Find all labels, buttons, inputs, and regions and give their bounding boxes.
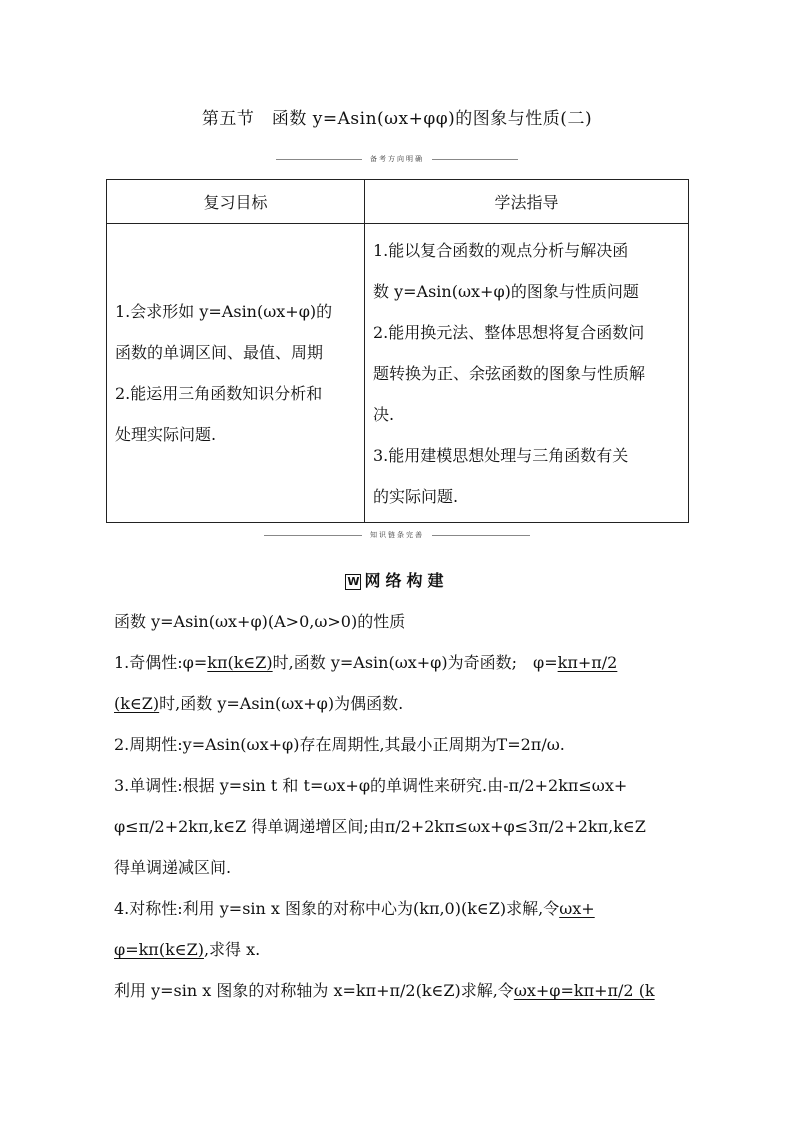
underlined-answer: kπ(k∈Z) xyxy=(207,653,273,672)
symmetry-line xyxy=(114,929,686,970)
section-divider-middle xyxy=(0,528,794,542)
section-heading-label: 网络构建 xyxy=(364,571,449,590)
underlined-answer: ωx+ xyxy=(559,899,595,918)
divider-label: 知识链条完善 xyxy=(370,531,424,539)
study-guidance-cell xyxy=(365,224,689,523)
underlined-answer: ωx+φ=kπ+π/2 (k xyxy=(513,981,655,1000)
monotonic-line: φ≤π/2+2kπ,k∈Z 得单调递增区间;由π/2+2kπ≤ωx+φ≤3π/2+2kπ,k∈Z xyxy=(114,817,646,836)
divider-line xyxy=(276,159,362,160)
underlined-answer: (k∈Z) xyxy=(114,694,160,713)
review-goals-cell xyxy=(107,224,365,523)
section-heading xyxy=(0,568,794,591)
text-span: 利用 y=sin x 图象的对称轴为 x=kπ+π/2(k∈Z)求解,令 xyxy=(114,981,514,1000)
guidance-line: 的实际问题. xyxy=(373,486,459,506)
period-line: 2.周期性:y=Asin(ωx+φ)存在周期性,其最小正周期为T=2π/ω. xyxy=(114,735,565,754)
text-span: 时,函数 y=Asin(ωx+φ)为奇函数; φ= xyxy=(272,653,558,672)
table-header-row xyxy=(107,180,689,224)
text-span: 时,函数 y=Asin(ωx+φ)为偶函数. xyxy=(159,694,404,713)
guidance-line: 题转换为正、余弦函数的图象与性质解 xyxy=(373,363,646,383)
guidance-line: 3.能用建模思想处理与三角函数有关 xyxy=(373,445,629,465)
body-text xyxy=(114,601,686,1011)
divider-line xyxy=(432,535,530,536)
goals-table xyxy=(106,179,689,523)
section-divider-top xyxy=(0,152,794,166)
intro-line: 函数 y=Asin(ωx+φ)(A>0,ω>0)的性质 xyxy=(114,612,406,631)
symmetry-line xyxy=(114,888,686,929)
monotonic-line: 3.单调性:根据 y=sin t 和 t=ωx+φ的单调性来研究.由-π/2+2kπ≤ωx+ xyxy=(114,776,628,795)
guidance-line: 数 y=Asin(ωx+φ)的图象与性质问题 xyxy=(373,281,639,301)
divider-line xyxy=(432,159,518,160)
header-study-guidance: 学法指导 xyxy=(365,180,689,224)
goal-line: 函数的单调区间、最值、周期 xyxy=(115,343,324,362)
divider-line xyxy=(264,535,362,536)
guidance-line: 1.能以复合函数的观点分析与解决函 xyxy=(373,240,629,260)
text-span: 4.对称性:利用 y=sin x 图象的对称中心为(kπ,0)(k∈Z)求解,令 xyxy=(114,899,560,918)
goal-line: 处理实际问题. xyxy=(115,425,217,444)
table-row xyxy=(107,224,689,523)
text-span: ,求得 x. xyxy=(203,940,261,959)
w-badge-icon: W xyxy=(347,575,360,588)
page-title: 第五节 函数 y=Asin(ωx+φφ)的图象与性质(二) xyxy=(201,109,593,129)
axis-line xyxy=(114,970,686,1011)
guidance-line: 2.能用换元法、整体思想将复合函数问 xyxy=(373,322,645,342)
parity-line-cont xyxy=(114,683,686,724)
monotonic-line: 得单调递减区间. xyxy=(114,858,232,877)
goal-line: 1.会求形如 y=Asin(ωx+φ)的 xyxy=(115,302,333,321)
parity-line xyxy=(114,642,686,683)
divider-label: 备考方向明确 xyxy=(370,155,424,163)
goal-line: 2.能运用三角函数知识分析和 xyxy=(115,384,323,403)
header-review-goals: 复习目标 xyxy=(107,180,365,224)
guidance-line: 决. xyxy=(373,404,395,424)
underlined-answer: φ=kπ(k∈Z) xyxy=(114,940,204,959)
underlined-answer: kπ+π/2 xyxy=(557,653,618,672)
text-span: 1.奇偶性:φ= xyxy=(114,653,208,672)
